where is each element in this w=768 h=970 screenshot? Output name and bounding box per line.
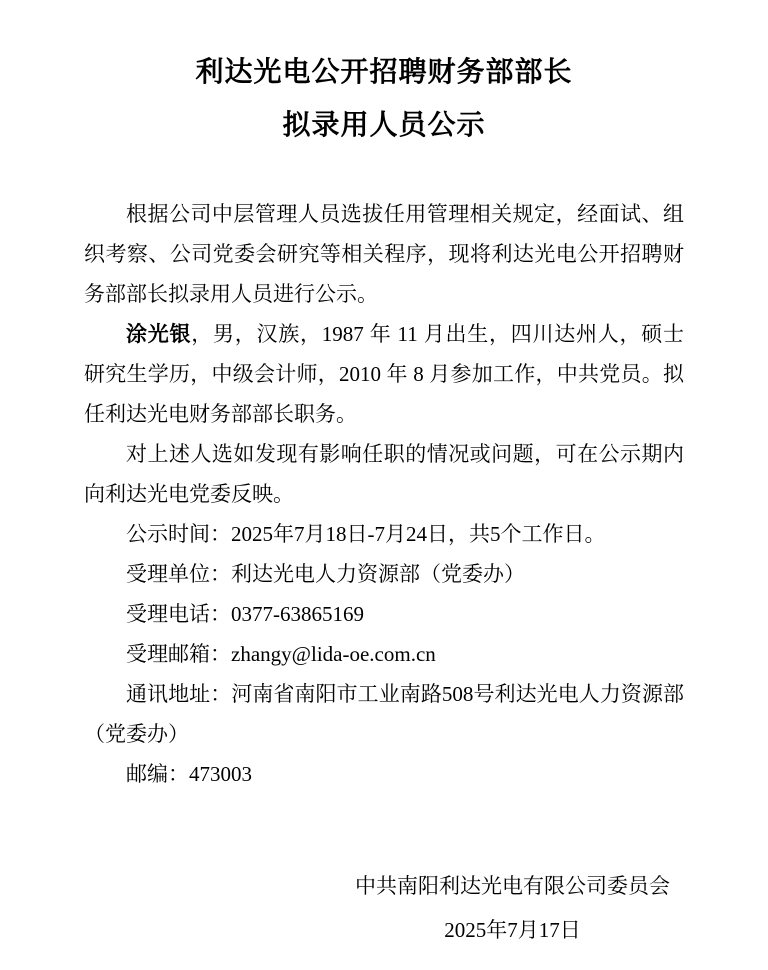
candidate-details: ，男，汉族，1987 年 11 月出生，四川达州人，硕士研究生学历，中级会计师，2010 年 8 月参加工作，中共党员。拟任利达光电财务部部长职务。 [84, 322, 684, 426]
info-line-postal-code [84, 754, 684, 794]
title-line-2: 拟录用人员公示 [282, 110, 486, 141]
info-value-address: 河南省南阳市工业南路508号利达光电人力资源部（党委办） [84, 682, 685, 746]
document-body [0, 152, 768, 794]
info-label-public-period: 公示时间： [126, 522, 231, 546]
info-line-phone [84, 594, 684, 634]
signature-date: 2025年7月17日 [444, 918, 581, 942]
info-line-accepting-unit [84, 554, 684, 594]
candidate-name: 涂光银 [126, 322, 192, 346]
info-label-address: 通讯地址： [126, 682, 232, 706]
paragraph-feedback: 对上述人选如发现有影响任职的情况或问题，可在公示期内向利达光电党委反映。 [84, 442, 684, 506]
info-value-accepting-unit: 利达光电人力资源部（党委办） [231, 562, 525, 586]
info-label-accepting-unit: 受理单位： [126, 562, 231, 586]
paragraph-intro: 根据公司中层管理人员选拔任用管理相关规定，经面试、组织考察、公司党委会研究等相关程序，现将利达光电公开招聘财务部部长拟录用人员进行公示。 [84, 202, 684, 306]
signature-organization: 中共南阳利达光电有限公司委员会 [355, 874, 670, 898]
document-title [0, 0, 768, 152]
info-value-phone: 0377-63865169 [231, 602, 364, 626]
signature-block [0, 864, 768, 952]
paragraph-candidate [84, 314, 684, 434]
info-line-email [84, 634, 684, 674]
info-label-email: 受理邮箱： [126, 642, 231, 666]
title-line-1: 利达光电公开招聘财务部部长 [195, 57, 573, 88]
info-value-public-period: 2025年7月18日-7月24日，共5个工作日。 [231, 522, 606, 546]
info-line-public-period [84, 514, 684, 554]
info-label-phone: 受理电话： [126, 602, 231, 626]
info-line-address [84, 674, 684, 754]
info-label-postal-code: 邮编： [126, 762, 189, 786]
info-value-postal-code: 473003 [189, 762, 252, 786]
info-value-email: zhangy@lida-oe.com.cn [231, 642, 436, 666]
